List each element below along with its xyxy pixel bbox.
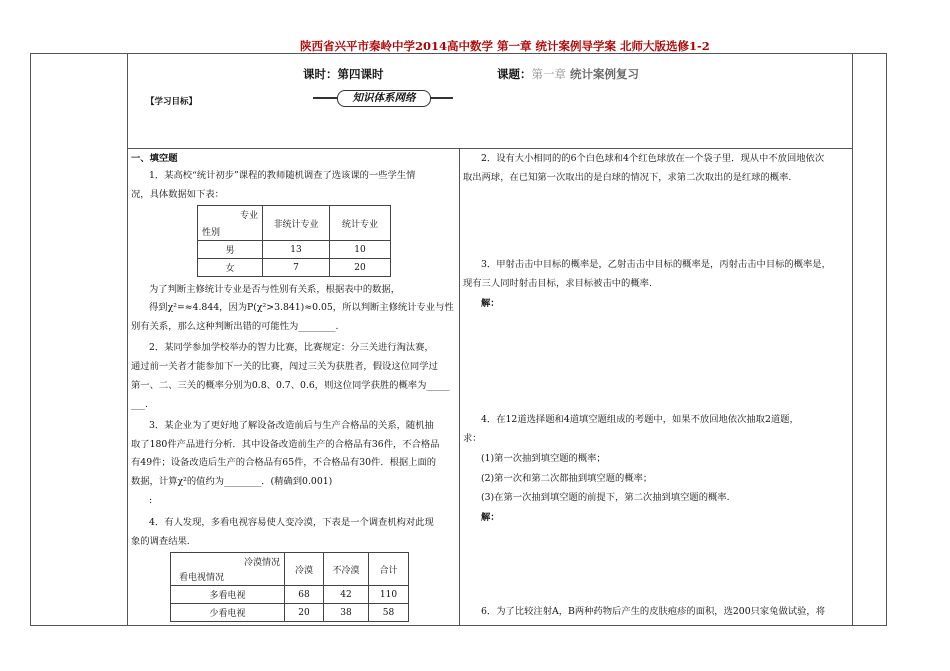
lesson-label: 课时：第四课时 (303, 67, 384, 81)
topic-label: 课题：第一章 统计案例复习 (497, 67, 640, 81)
table-major-gender: 专业 性别 非统计专业 统计专业 男 13 10 女 7 20 (197, 205, 391, 277)
answer-label-q3: 解： (481, 298, 500, 309)
right-margin-divider (852, 53, 853, 626)
document-title: 陕西省兴平市秦岭中学2014高中数学 第一章 统计案例导学案 北师大版选修1-2 (300, 39, 710, 53)
right-question-6: 6．为了比较注射A，B两种药物后产生的皮肤疱疹的面积，选200只家兔做试验，将 (481, 606, 826, 617)
column-divider (459, 148, 460, 626)
header-divider (127, 148, 852, 149)
learning-objectives: 【学习目标】 (146, 97, 198, 107)
left-margin-divider (127, 53, 128, 626)
section-fill-blank: 一、填空题 (131, 153, 178, 164)
knowledge-network-banner: 知识体系网络 (313, 90, 453, 106)
answer-label-q4: 解： (481, 512, 500, 523)
table-tv-apathy: 冷漠情况 看电视情况 冷漠 不冷漠 合计 多看电视 68 42 110 少看电视 20 38 58 (170, 552, 409, 622)
